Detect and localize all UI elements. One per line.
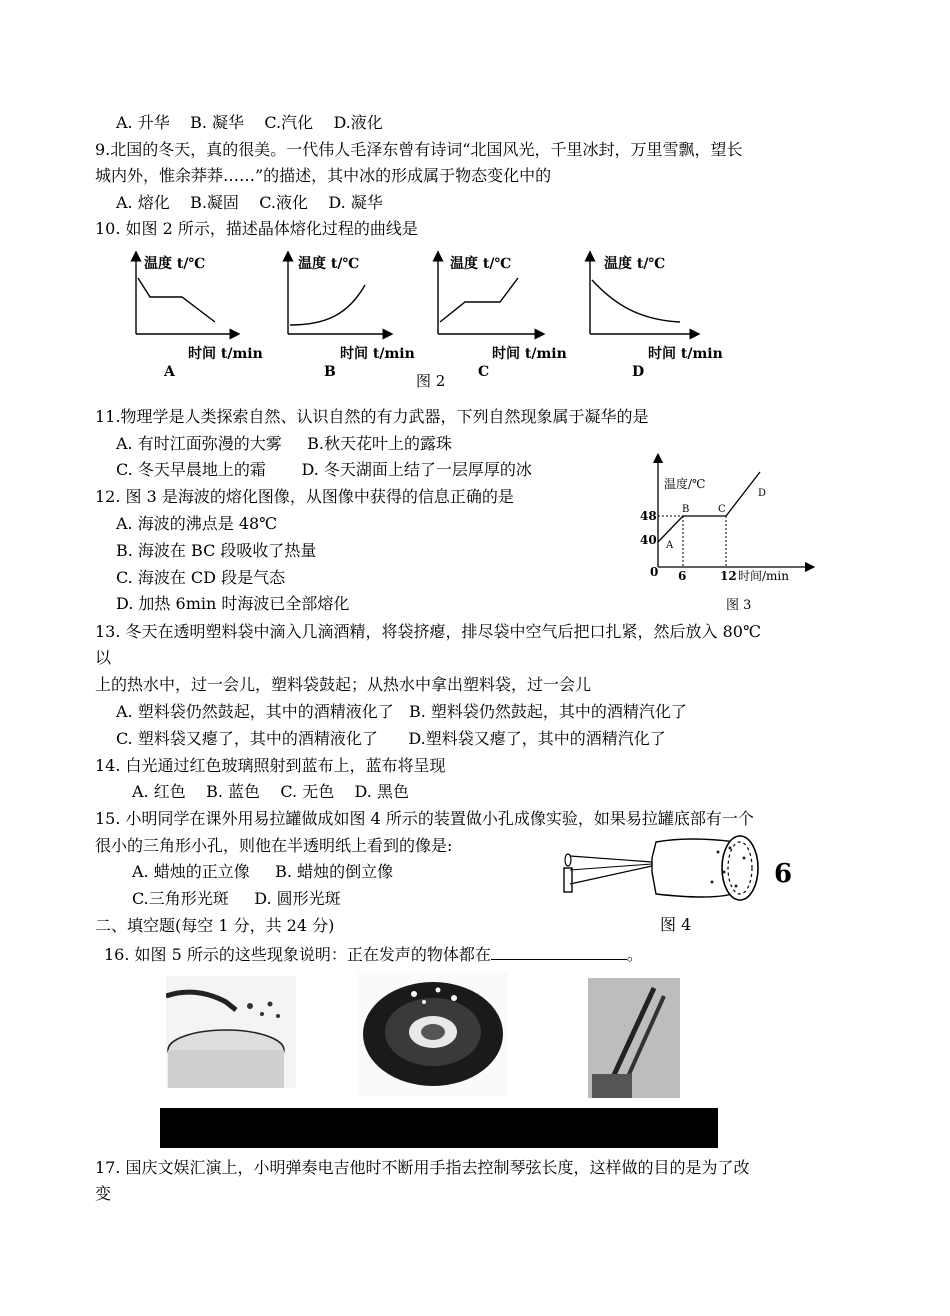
q17-stem-line1: 17. 国庆文娱汇演上，小明弹奏电吉他时不断用手指去控制琴弦长度，这样做的目的是为了改	[95, 1158, 750, 1177]
fig3-xtick-0: 0	[650, 565, 659, 579]
fig2-xlabel-c: 时间 t/min	[492, 346, 567, 362]
fig2-panel-d	[590, 255, 723, 380]
fig2-panel-label-a: A	[164, 364, 175, 380]
fig3-point-c: C	[718, 504, 726, 515]
q12-option-a: A. 海波的沸点是 48℃	[116, 514, 278, 533]
fig2-ylabel-b: 温度 t/℃	[298, 256, 360, 272]
q16-text: 16. 如图 5 所示的这些现象说明：正在发声的物体都在	[104, 945, 491, 964]
q9-stem-line1: 9.北国的冬天，真的很美。一代伟人毛泽东曾有诗词“北国风光，千里冰封，万里雪飘，望长	[95, 140, 743, 159]
q13-options-cd: C. 塑料袋又瘪了，其中的酒精液化了 D.塑料袋又瘪了，其中的酒精汽化了	[116, 729, 666, 748]
q11-stem: 11.物理学是人类探索自然、认识自然的有力武器，下列自然现象属于凝华的是	[95, 407, 649, 426]
fig2-xlabel-a: 时间 t/min	[188, 346, 263, 362]
fig3-ytick-48: 48	[640, 509, 657, 523]
fig3-xtick-12: 12	[720, 569, 737, 583]
q13-options-ab: A. 塑料袋仍然鼓起，其中的酒精液化了 B. 塑料袋仍然鼓起，其中的酒精汽化了	[116, 702, 687, 721]
section-2-heading: 二、填空题(每空 1 分，共 24 分)	[95, 916, 335, 935]
tuning-fork-photo	[588, 978, 680, 1098]
redacted-band	[160, 1108, 718, 1148]
q16-answer-blank[interactable]	[491, 944, 627, 960]
q11-options-ab: A. 有时江面弥漫的大雾 B.秋天花叶上的露珠	[116, 434, 453, 453]
speaker-photo	[358, 972, 508, 1096]
q13-stem-line2: 以	[95, 648, 112, 667]
fig2-panel-label-b: B	[324, 364, 336, 380]
fig3-ytick-40: 40	[640, 533, 657, 547]
fig3-point-b: B	[682, 504, 690, 515]
fig2-xlabel-d: 时间 t/min	[648, 346, 723, 362]
q11-options-cd: C. 冬天早晨地上的霜 D. 冬天湖面上结了一层厚厚的冰	[116, 460, 532, 479]
q16-end: 。	[626, 945, 643, 964]
fig3-caption: 图 3	[726, 598, 752, 613]
q15-options-cd: C.三角形光斑 D. 圆形光斑	[132, 889, 341, 908]
figure-3	[640, 452, 820, 617]
fig3-xtick-6: 6	[678, 569, 687, 583]
fig2-ylabel-c: 温度 t/℃	[450, 256, 512, 272]
q12-option-d: D. 加热 6min 时海波已全部熔化	[116, 594, 350, 613]
q10-stem: 10. 如图 2 所示，描述晶体熔化过程的曲线是	[95, 219, 418, 238]
q15-stem-line1: 15. 小明同学在课外用易拉罐做成如图 4 所示的装置做小孔成像实验，如果易拉罐底部有一个	[95, 809, 754, 828]
q8-options: A. 升华 B. 凝华 C.汽化 D.液化	[116, 113, 383, 132]
q15-stem-line2: 很小的三角形小孔，则他在半透明纸上看到的像是:	[95, 836, 453, 855]
fig3-ylabel: 温度/℃	[664, 477, 706, 491]
figure-5	[160, 972, 718, 1148]
candle-icon	[564, 868, 572, 892]
fig2-caption: 图 2	[416, 372, 446, 390]
q9-stem-line2: 城内外，惟余莽莽……”的描述，其中冰的形成属于物态变化中的	[95, 166, 552, 185]
figure-2	[120, 250, 740, 390]
q13-stem-line3: 上的热水中，过一会儿，塑料袋鼓起；从热水中拿出塑料袋，过一会儿	[95, 675, 592, 694]
fig3-point-a: A	[666, 540, 674, 551]
q15-options-ab: A. 蜡烛的正立像 B. 蜡烛的倒立像	[132, 862, 394, 881]
q17-stem-line2: 变	[95, 1184, 112, 1203]
fig2-ylabel-a: 温度 t/℃	[144, 256, 206, 272]
fig2-panel-label-c: C	[478, 364, 490, 380]
fig2-xlabel-b: 时间 t/min	[340, 346, 415, 362]
fig2-panel-b	[288, 255, 415, 380]
q13-stem-line1: 13. 冬天在透明塑料袋中滴入几滴酒精，将袋挤瘪，排尽袋中空气后把口扎紧，然后放入 80℃	[95, 622, 761, 641]
fig2-panel-label-d: D	[632, 364, 645, 380]
q12-stem: 12. 图 3 是海波的熔化图像，从图像中获得的信息正确的是	[95, 487, 514, 506]
q12-option-b: B. 海波在 BC 段吸收了热量	[116, 541, 317, 560]
fig2-panel-c	[438, 255, 567, 380]
q14-stem: 14. 白光通过红色玻璃照射到蓝布上，蓝布将呈现	[95, 756, 446, 775]
q9-options: A. 熔化 B.凝固 C.液化 D. 凝华	[116, 193, 383, 212]
fig4-mark: 6	[774, 859, 793, 889]
fig4-caption: 图 4	[660, 915, 692, 934]
fig2-ylabel-d: 温度 t/℃	[604, 256, 666, 272]
fig3-xlabel: 时间/min	[738, 569, 789, 583]
fig3-point-d: D	[758, 488, 767, 499]
q16-stem	[104, 944, 643, 965]
fig2-panel-a	[136, 255, 263, 380]
q14-options: A. 红色 B. 蓝色 C. 无色 D. 黑色	[132, 782, 409, 801]
drum-photo	[166, 976, 296, 1088]
figure-4	[560, 822, 830, 934]
q12-option-c: C. 海波在 CD 段是气态	[116, 568, 286, 587]
